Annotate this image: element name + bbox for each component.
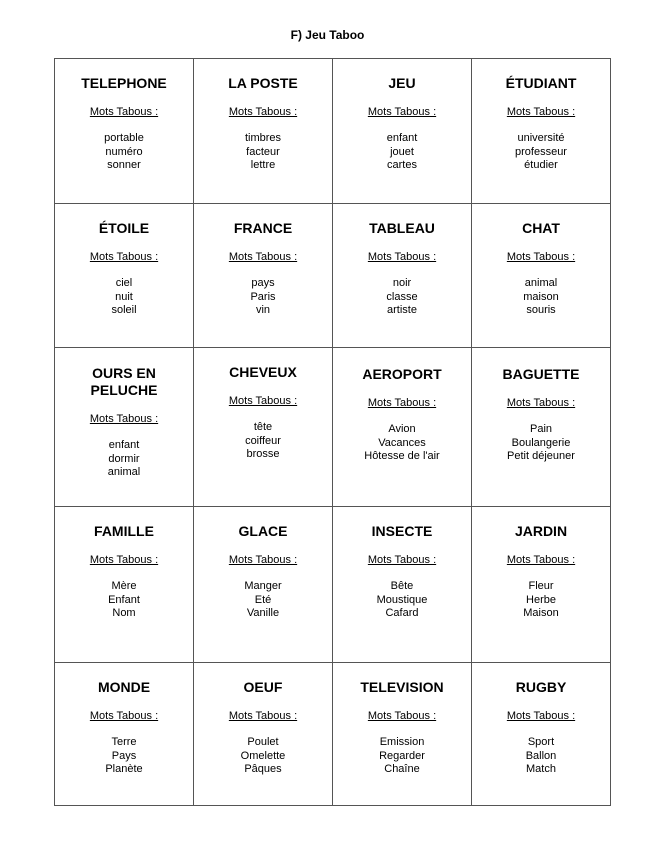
taboo-word-list <box>59 132 189 173</box>
taboo-word: Omelette <box>240 749 286 762</box>
taboo-word: Nom <box>112 607 136 619</box>
taboo-word: timbres <box>244 132 282 144</box>
taboo-card <box>333 59 472 204</box>
card-word: RUGBY <box>515 679 567 695</box>
taboo-word: coiffeur <box>245 434 281 447</box>
taboo-word: Herbe <box>526 593 556 606</box>
taboo-label: Mots Tabous : <box>228 710 298 722</box>
taboo-card <box>55 59 194 204</box>
taboo-word-list <box>198 421 328 462</box>
card-row <box>55 59 611 204</box>
taboo-word: Boulangerie <box>511 436 571 449</box>
taboo-word: vin <box>255 304 271 316</box>
taboo-word: enfant <box>386 132 418 144</box>
page-title: F) Jeu Taboo <box>290 28 365 42</box>
taboo-word: ciel <box>115 277 133 289</box>
taboo-word: professeur <box>515 145 567 158</box>
taboo-word: Moustique <box>376 593 428 606</box>
taboo-word-list <box>337 736 467 777</box>
taboo-label: Mots Tabous : <box>506 710 576 722</box>
taboo-word-list <box>59 439 189 480</box>
taboo-word: Mère <box>111 580 137 592</box>
taboo-word: Regarder <box>379 749 425 762</box>
taboo-word-list <box>59 277 189 318</box>
taboo-word: artiste <box>387 304 417 316</box>
card-word: TELEVISION <box>360 679 444 695</box>
taboo-card <box>194 348 333 507</box>
taboo-card <box>472 507 611 663</box>
taboo-word: pays <box>251 277 275 289</box>
card-word: TELEPHONE <box>81 75 167 91</box>
taboo-word: Enfant <box>108 593 140 606</box>
taboo-word: nuit <box>115 290 133 303</box>
taboo-word: Emission <box>379 736 425 748</box>
taboo-label: Mots Tabous : <box>89 251 159 263</box>
taboo-label: Mots Tabous : <box>89 106 159 118</box>
taboo-word: Terre <box>111 736 137 748</box>
taboo-word: Pays <box>111 749 137 762</box>
card-word: LA POSTE <box>228 75 298 91</box>
card-word: INSECTE <box>371 523 433 539</box>
taboo-word: maison <box>523 290 559 303</box>
taboo-word-list <box>476 277 606 318</box>
taboo-word: Match <box>526 763 556 775</box>
taboo-word: enfant <box>108 439 140 451</box>
taboo-card <box>194 204 333 348</box>
taboo-word-list <box>476 580 606 621</box>
taboo-label: Mots Tabous : <box>506 554 576 566</box>
taboo-word: souris <box>526 304 556 316</box>
taboo-label: Mots Tabous : <box>89 554 159 566</box>
taboo-word: numéro <box>105 145 143 158</box>
taboo-word: Maison <box>523 607 559 619</box>
taboo-label: Mots Tabous : <box>367 554 437 566</box>
taboo-word: tête <box>253 421 273 433</box>
card-word: TABLEAU <box>369 220 435 236</box>
taboo-label: Mots Tabous : <box>89 710 159 722</box>
taboo-word-list <box>337 277 467 318</box>
taboo-card <box>472 348 611 507</box>
taboo-card <box>333 507 472 663</box>
taboo-word: animal <box>107 466 141 478</box>
card-word: MONDE <box>97 679 151 695</box>
taboo-word: Pain <box>529 423 553 435</box>
taboo-word: Manger <box>244 580 282 592</box>
taboo-card-grid <box>54 58 611 806</box>
card-word: ÉTOILE <box>98 220 150 236</box>
taboo-card <box>55 348 194 507</box>
taboo-word: animal <box>524 277 558 289</box>
taboo-label: Mots Tabous : <box>367 710 437 722</box>
taboo-card <box>333 663 472 806</box>
taboo-word: portable <box>104 132 144 144</box>
taboo-label: Mots Tabous : <box>228 106 298 118</box>
taboo-word-list <box>476 423 606 464</box>
taboo-word-list <box>198 736 328 777</box>
taboo-word: Paris <box>250 290 276 303</box>
taboo-word: sonner <box>107 159 141 171</box>
card-word: OURS EN PELUCHE <box>90 365 158 398</box>
taboo-card <box>194 59 333 204</box>
card-word: ÉTUDIANT <box>505 75 577 91</box>
card-word: GLACE <box>238 523 288 539</box>
taboo-label: Mots Tabous : <box>506 106 576 118</box>
taboo-word: Pâques <box>244 763 282 775</box>
taboo-word: Vanille <box>246 607 280 619</box>
taboo-word: dormir <box>108 452 140 465</box>
taboo-label: Mots Tabous : <box>367 397 437 409</box>
taboo-word: facteur <box>246 145 280 158</box>
taboo-label: Mots Tabous : <box>367 106 437 118</box>
taboo-card <box>472 59 611 204</box>
card-word: CHEVEUX <box>229 364 297 380</box>
taboo-word: Bête <box>390 580 414 592</box>
card-word: FRANCE <box>233 220 293 236</box>
taboo-word-list <box>337 423 467 464</box>
taboo-card <box>55 204 194 348</box>
taboo-label: Mots Tabous : <box>506 397 576 409</box>
taboo-word: brosse <box>246 448 280 460</box>
taboo-word: Chaîne <box>384 763 420 775</box>
card-word: FAMILLE <box>94 523 154 539</box>
taboo-label: Mots Tabous : <box>228 554 298 566</box>
card-row <box>55 663 611 806</box>
taboo-word-list <box>59 736 189 777</box>
taboo-word-list <box>59 580 189 621</box>
taboo-word-list <box>198 277 328 318</box>
card-word: JARDIN <box>514 523 568 539</box>
taboo-word: noir <box>392 277 412 289</box>
taboo-word: Vacances <box>378 436 426 449</box>
taboo-word: cartes <box>387 159 417 171</box>
taboo-label: Mots Tabous : <box>228 395 298 407</box>
taboo-word: Ballon <box>525 749 557 762</box>
taboo-word: Fleur <box>528 580 554 592</box>
taboo-card <box>194 663 333 806</box>
taboo-word: Hôtesse de l'air <box>364 450 440 462</box>
card-word: BAGUETTE <box>502 366 580 382</box>
taboo-label: Mots Tabous : <box>506 251 576 263</box>
taboo-label: Mots Tabous : <box>89 413 159 425</box>
taboo-word: Planète <box>105 763 143 775</box>
taboo-word-list <box>476 132 606 173</box>
taboo-card <box>333 204 472 348</box>
taboo-word: université <box>517 132 565 144</box>
taboo-word-list <box>476 736 606 777</box>
taboo-word: Sport <box>527 736 555 748</box>
taboo-word-list <box>198 580 328 621</box>
card-word: CHAT <box>522 220 560 236</box>
card-word: OEUF <box>243 679 283 695</box>
taboo-card <box>333 348 472 507</box>
taboo-word: Cafard <box>385 607 419 619</box>
taboo-word: classe <box>386 290 418 303</box>
taboo-word: soleil <box>111 304 137 316</box>
taboo-card <box>55 663 194 806</box>
taboo-word: Poulet <box>247 736 279 748</box>
taboo-word: Avion <box>388 423 416 435</box>
taboo-word-list <box>337 580 467 621</box>
taboo-card <box>472 663 611 806</box>
taboo-word-list <box>198 132 328 173</box>
card-row <box>55 348 611 507</box>
taboo-card <box>194 507 333 663</box>
taboo-word: Petit déjeuner <box>507 450 575 462</box>
taboo-word: lettre <box>250 159 276 171</box>
taboo-word: étudier <box>524 159 558 171</box>
taboo-card <box>55 507 194 663</box>
taboo-card <box>472 204 611 348</box>
taboo-word: Eté <box>254 593 272 606</box>
taboo-label: Mots Tabous : <box>367 251 437 263</box>
card-word: JEU <box>388 75 416 91</box>
card-row <box>55 204 611 348</box>
card-row <box>55 507 611 663</box>
taboo-label: Mots Tabous : <box>228 251 298 263</box>
taboo-word-list <box>337 132 467 173</box>
taboo-word: jouet <box>390 145 414 158</box>
card-word: AEROPORT <box>362 366 442 382</box>
